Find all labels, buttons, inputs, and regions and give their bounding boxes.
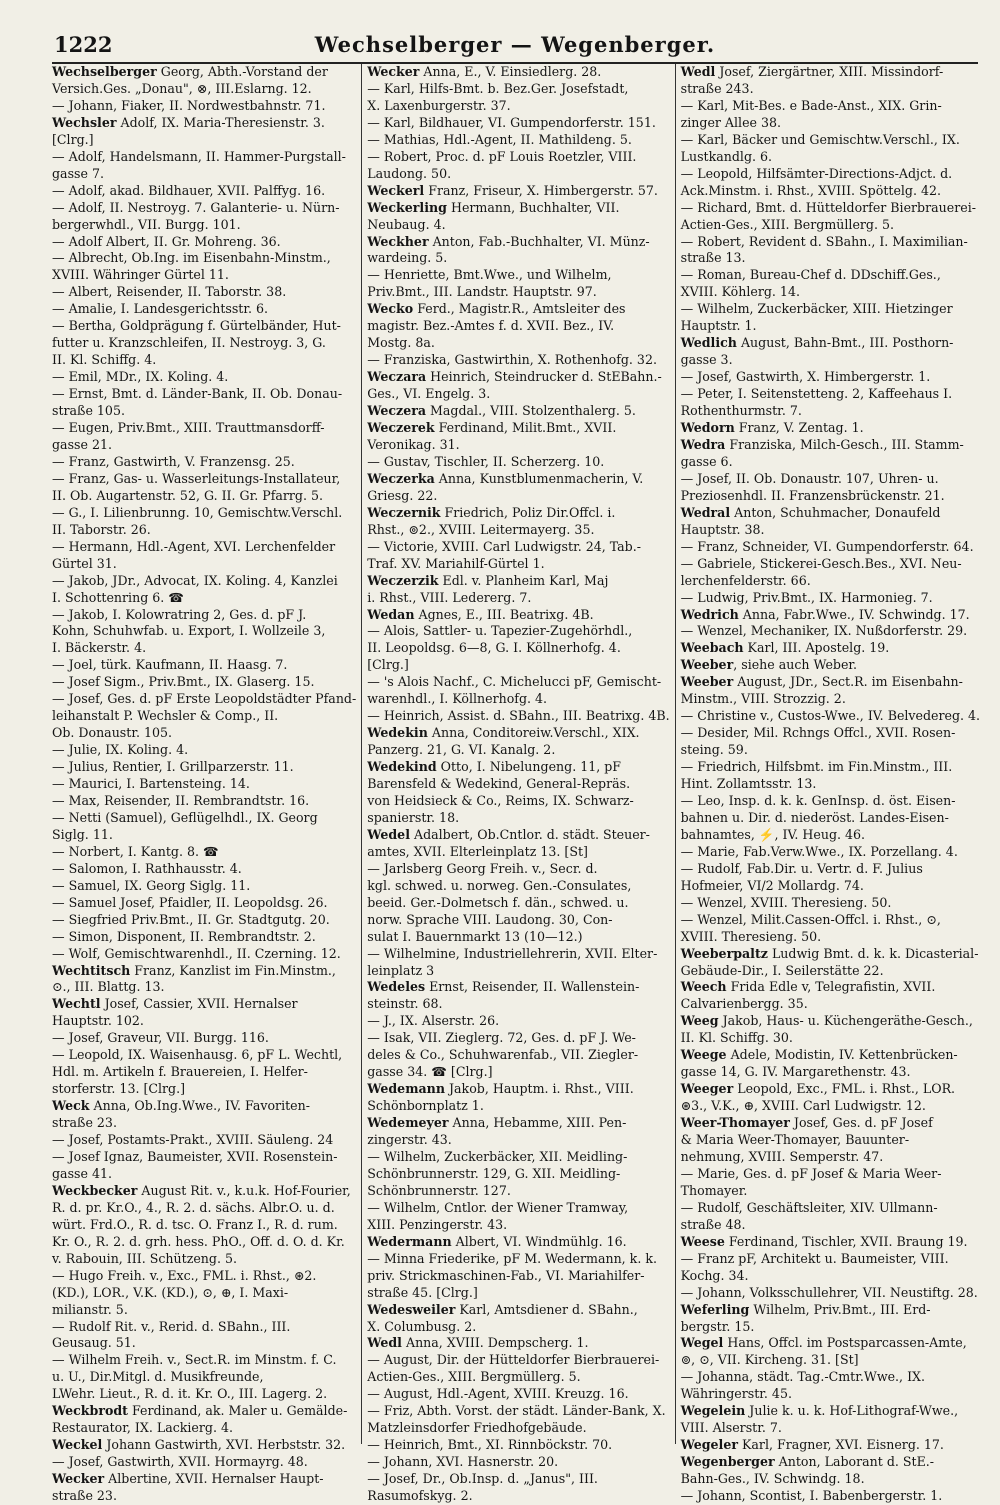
directory-entry-line: Calvarienbergg. 35. (680, 996, 808, 1012)
directory-entry-line: — Wenzel, XVIII. Theresieng. 50. (680, 894, 892, 910)
directory-entry-line: Wecker Albertine, XVII. Hernalser Haupt- (52, 1471, 324, 1487)
directory-entry-line: Wedel Adalbert, Ob.Cntlor. d. städt. Steuer- (367, 826, 650, 842)
directory-entry-line: würt. Frd.O., R. d. tsc. O. Franz I., R. d. rum. (52, 1216, 338, 1232)
directory-entry-line: X. Columbusg. 2. (367, 1318, 477, 1334)
directory-entry-line: — Karl, Bildhauer, VI. Gumpendorferstr. 151. (367, 114, 656, 130)
directory-entry-line: Laudong. 50. (367, 165, 452, 181)
directory-entry-line: kgl. schwed. u. norweg. Gen.-Consulates, (367, 877, 632, 893)
directory-entry-line: ⊚, ⊙, VII. Kircheng. 31. [St] (680, 1352, 859, 1368)
directory-entry-line: — Wilhelm Freih. v., Sect.R. im Minstm. f. C. (52, 1352, 337, 1368)
directory-entry-line: lerchenfelderstr. 66. (680, 572, 811, 588)
directory-entry-line: Wegel Hans, Offcl. im Postsparcassen-Amte, (680, 1335, 967, 1351)
directory-entry-line: XVIII. Theresieng. 50. (680, 928, 822, 944)
directory-entry-line: R. d. pr. Kr.O., 4., R. 2. d. sächs. Albr.O. u. d. (52, 1199, 335, 1215)
directory-entry-line: — Marie, Ges. d. pF Josef & Maria Weer- (680, 1165, 942, 1181)
directory-entry-line: — Emil, MDr., IX. Koling. 4. (52, 369, 229, 385)
directory-entry-line: straße 45. [Clrg.] (367, 1284, 478, 1300)
directory-entry-line: Wedan Agnes, E., III. Beatrixg. 4B. (367, 606, 594, 622)
directory-entry-line: — Samuel, IX. Georg Siglg. 11. (52, 877, 251, 893)
directory-entry-line: Versich.Ges. „Donau", ⊗, III.Eslarng. 12. (52, 80, 312, 96)
directory-entry-line: — Friedrich, Hilfsbmt. im Fin.Minstm., III. (680, 759, 953, 775)
directory-entry-line: — Peter, I. Seitenstetteng. 2, Kaffeehaus I. (680, 386, 953, 402)
directory-entry-line: — Johann, Scontist, I. Babenbergerstr. 1. (680, 1488, 943, 1504)
directory-entry-line: von Heidsieck & Co., Reims, IX. Schwarz- (367, 792, 634, 808)
page-title: Wechselberger — Wegenberger. (314, 32, 716, 57)
directory-entry-line: Hofmeier, VI/2 Mollardg. 74. (680, 877, 864, 893)
directory-entry-line: — Adolf Albert, II. Gr. Mohreng. 36. (52, 233, 281, 249)
directory-entry-line: sulat I. Bauernmarkt 13 (10—12.) (367, 928, 583, 944)
directory-entry-line: — Adolf, akad. Bildhauer, XVII. Palffyg. 16. (52, 182, 326, 198)
directory-entry-line: Traf. XV. Mariahilf-Gürtel 1. (367, 555, 545, 571)
directory-entry-line: Rothenthurmstr. 7. (680, 403, 802, 419)
directory-entry-line: Weeger Leopold, Exc., FML. i. Rhst., LOR. (680, 1081, 956, 1097)
directory-entry-line: — Josef, Postamts-Prakt., XVIII. Säuleng. 24 (52, 1132, 334, 1148)
directory-entry-line: Actien-Ges., XIII. Bergmüllerg. 5. (367, 1369, 581, 1385)
directory-entry-line: Matzleinsdorfer Friedhofgebäude. (367, 1420, 587, 1436)
directory-entry-line: Weeg Jakob, Haus- u. Küchengeräthe-Gesch., (680, 1013, 973, 1029)
directory-entry-line: zingerstr. 43. (367, 1132, 452, 1148)
directory-entry-line: Wedral Anton, Schuhmacher, Donaufeld (680, 504, 941, 520)
directory-entry-line: — Maurici, I. Bartensteing. 14. (52, 776, 250, 792)
directory-entry-line: II. Leopoldsg. 6—8, G. I. Köllnerhofg. 4. (367, 640, 621, 656)
directory-entry-line: Wedekin Anna, Conditoreiw.Verschl., XIX. (367, 725, 640, 741)
directory-entry-line: Hdl. m. Artikeln f. Brauereien, I. Helfer- (52, 1064, 308, 1080)
directory-entry-line: — Siegfried Priv.Bmt., II. Gr. Stadtgutg. 20. (52, 911, 330, 927)
directory-entry-line: Preziosenhdl. II. Franzensbrückenstr. 21. (680, 487, 945, 503)
directory-entry-line: gasse 14, G. IV. Margarethenstr. 43. (680, 1064, 911, 1080)
directory-entry-line: Griesg. 22. (367, 487, 438, 503)
directory-entry-line: Siglg. 11. (52, 826, 113, 842)
directory-entry-line: Hauptstr. 38. (680, 521, 765, 537)
directory-entry-line: Ack.Minstm. i. Rhst., XVIII. Spöttelg. 42. (680, 182, 942, 198)
directory-entry-line: Weese Ferdinand, Tischler, XVII. Braung 19. (680, 1233, 968, 1249)
directory-entry-line: — Amalie, I. Landesgerichtsstr. 6. (52, 301, 269, 317)
directory-entry-line: — Simon, Disponent, II. Rembrandtstr. 2. (52, 928, 316, 944)
directory-entry-line: XVIII. Köhlerg. 14. (680, 284, 800, 300)
directory-entry-line: [Clrg.] (367, 657, 409, 673)
directory-entry-line: Kohn, Schuhwfab. u. Export, I. Wollzeile 3, (52, 623, 326, 639)
directory-entry-line: gasse 6. (680, 453, 733, 469)
directory-entry-line: Schönbrunnerstr. 129, G. XII. Meidling- (367, 1165, 621, 1181)
directory-entry-line: Weege Adele, Modistin, IV. Kettenbrücken- (680, 1047, 958, 1063)
directory-entry-line: Wedrich Anna, Fabr.Wwe., IV. Schwindg. 17. (680, 606, 970, 622)
directory-entry-line: — Jarlsberg Georg Freih. v., Secr. d. (367, 860, 598, 876)
directory-entry-line: ⊛3., V.K., ⊕, XVIII. Carl Ludwigstr. 12. (680, 1098, 926, 1114)
directory-entry-line: leihanstalt P. Wechsler & Comp., II. (52, 708, 279, 724)
directory-entry-line: straße 23. (52, 1115, 117, 1131)
directory-entry-line: II. Ob. Augartenstr. 52, G. II. Gr. Pfarrg. 5. (52, 487, 324, 503)
column-1 (52, 64, 361, 1504)
directory-entry-line: Weczerka Anna, Kunstblumenmacherin, V. (367, 470, 644, 486)
directory-entry-line: — Franziska, Gastwirthin, X. Rothenhofg. 32. (367, 352, 657, 368)
directory-entry-line: — Christine v., Custos-Wwe., IV. Belvedereg. 4. (680, 708, 981, 724)
directory-entry-line: — Friz, Abth. Vorst. der städt. Länder-Bank, X. (367, 1403, 666, 1419)
directory-entry-line: — Heinrich, Bmt., XI. Rinnböckstr. 70. (367, 1437, 613, 1453)
directory-entry-line: — Franz pF, Architekt u. Baumeister, VIII. (680, 1250, 949, 1266)
directory-entry-line: I. Schottenring 6. ☎ (52, 589, 184, 605)
directory-entry-line: storferstr. 13. [Clrg.] (52, 1081, 186, 1097)
directory-entry-line: Gebäude-Dir., I. Seilerstätte 22. (680, 962, 884, 978)
directory-entry-line: — Karl, Hilfs-Bmt. b. Bez.Ger. Josefstadt, (367, 80, 629, 96)
directory-entry-line: X. Laxenburgerstr. 37. (367, 97, 511, 113)
directory-entry-line: — Heinrich, Assist. d. SBahn., III. Beatrixg. 4B. (367, 708, 670, 724)
directory-entry-line: gasse 7. (52, 165, 104, 181)
directory-entry-line: — Wilhelm, Cntlor. der Wiener Tramway, (367, 1199, 629, 1215)
directory-entry-line: bergerwhdl., VII. Burgg. 101. (52, 216, 241, 232)
directory-entry-line: beeid. Ger.-Dolmetsch f. dän., schwed. u. (367, 894, 629, 910)
directory-entry-line: [Clrg.] (52, 131, 94, 147)
directory-entry-line: — Adolf, II. Nestroyg. 7. Galanterie- u. Nürn- (52, 199, 340, 215)
directory-entry-line: Minstm., VIII. Strozzig. 2. (680, 691, 846, 707)
directory-entry-line: VIII. Alserstr. 7. (680, 1420, 782, 1436)
directory-entry-line: — Bertha, Goldprägung f. Gürtelbänder, Hut- (52, 318, 341, 334)
directory-entry-line: — Roman, Bureau-Chef d. DDschiff.Ges., (680, 267, 941, 283)
directory-entry-line: Schönbrunnerstr. 127. (367, 1182, 511, 1198)
directory-entry-line: Weczara Heinrich, Steindrucker d. StEBahn.- (367, 369, 662, 385)
directory-entry-line: Wedeles Ernst, Reisender, II. Wallenstein- (367, 979, 640, 995)
directory-entry-line: Hauptstr. 102. (52, 1013, 144, 1029)
column-2 (361, 64, 674, 1504)
directory-entry-line: — Josef, Graveur, VII. Burgg. 116. (52, 1030, 269, 1046)
directory-entry-line: steinstr. 68. (367, 996, 443, 1012)
directory-entry-line: Weckerling Hermann, Buchhalter, VII. (367, 199, 620, 215)
directory-entry-line: — Max, Reisender, II. Rembrandtstr. 16. (52, 792, 310, 808)
directory-entry-line: u. U., Dir.Mitgl. d. Musikfreunde, (52, 1369, 264, 1385)
directory-entry-line: bahnen u. Dir. d. niederöst. Landes-Eisen- (680, 809, 949, 825)
directory-entry-line: ⊙., III. Blattg. 13. (52, 979, 165, 995)
directory-entry-line: — Josef, II. Ob. Donaustr. 107, Uhren- u. (680, 470, 939, 486)
directory-entry-line: — Leo, Insp. d. k. k. GenInsp. d. öst. Eisen- (680, 792, 956, 808)
directory-entry-line: — Ernst, Bmt. d. Länder-Bank, II. Ob. Donau- (52, 386, 343, 402)
directory-entry-line: Kr. O., R. 2. d. grh. hess. PhO., Off. d. O. d. Kr. (52, 1233, 345, 1249)
directory-entry-line: LWehr. Lieut., R. d. it. Kr. O., III. Lagerg. 2. (52, 1386, 328, 1402)
directory-entry-line: — August, Hdl.-Agent, XVIII. Kreuzg. 16. (367, 1386, 629, 1402)
directory-entry-line: — Rudolf, Geschäftsleiter, XIV. Ullmann- (680, 1199, 938, 1215)
directory-entry-line: — Alois, Sattler- u. Tapezier-Zugehörhdl., (367, 623, 633, 639)
directory-entry-line: II. Taborstr. 26. (52, 521, 151, 537)
directory-entry-line: straße 23. (52, 1488, 117, 1504)
directory-entry-line: — 's Alois Nachf., C. Michelucci pF, Gemischt- (367, 674, 662, 690)
directory-entry-line: Wedorn Franz, V. Zentag. 1. (680, 420, 864, 436)
directory-entry-line: Wedl Josef, Ziergärtner, XIII. Missindorf- (680, 64, 944, 79)
directory-entry-line: Wecker Anna, E., V. Einsiedlerg. 28. (367, 64, 602, 79)
directory-entry-line: — Franz, Gastwirth, V. Franzensg. 25. (52, 453, 295, 469)
directory-entry-line: — Josef Sigm., Priv.Bmt., IX. Glaserg. 15. (52, 674, 315, 690)
directory-entry-line: straße 105. (52, 403, 125, 419)
directory-entry-line: — Minna Friederike, pF M. Wedermann, k. k. (367, 1250, 657, 1266)
directory-entry-line: I. Bäckerstr. 4. (52, 640, 147, 656)
directory-entry-line: — Josef, Dr., Ob.Insp. d. „Janus", III. (367, 1471, 598, 1487)
directory-entry-line: nehmung, XVIII. Semperstr. 47. (680, 1149, 884, 1164)
directory-entry-line: — Desider, Mil. Rchngs Offcl., XVII. Rosen- (680, 725, 956, 741)
directory-entry-line: — Hugo Freih. v., Exc., FML. i. Rhst., ⊛2. (52, 1267, 317, 1283)
directory-entry-line: Wechtl Josef, Cassier, XVII. Hernalser (52, 996, 298, 1012)
directory-entry-line: — G., I. Lilienbrunng. 10, Gemischtw.Verschl. (52, 504, 343, 520)
directory-entry-line: wardeing. 5. (367, 250, 448, 266)
directory-columns (52, 64, 984, 1504)
directory-entry-line: — Julius, Rentier, I. Grillparzerstr. 11. (52, 759, 294, 775)
directory-entry-line: (KD.), LOR., V.K. (KD.), ⊙, ⊕, I. Maxi- (52, 1284, 289, 1300)
directory-entry-line: Schönbornplatz 1. (367, 1098, 484, 1114)
directory-entry-line: II. Kl. Schiffg. 30. (680, 1030, 793, 1046)
directory-entry-line: futter u. Kranzschleifen, II. Nestroyg. 3, G. (52, 335, 326, 351)
directory-entry-line: Rasumofskyg. 2. (367, 1488, 473, 1504)
directory-entry-line: straße 13. (680, 250, 746, 266)
directory-entry-line: — Josef, Gastwirth, X. Himbergerstr. 1. (680, 369, 931, 385)
directory-entry-line: — Hermann, Hdl.-Agent, XVI. Lerchenfelder (52, 538, 336, 554)
directory-entry-line: Gürtel 31. (52, 555, 117, 571)
directory-entry-line: — Jakob, JDr., Advocat, IX. Koling. 4, Kanzlei (52, 572, 338, 588)
directory-entry-line: — Marie, Fab.Verw.Wwe., IX. Porzellang. 4. (680, 843, 958, 859)
directory-entry-line: II. Kl. Schiffg. 4. (52, 352, 157, 368)
directory-entry-line: Wedra Franziska, Milch-Gesch., III. Stamm- (680, 436, 964, 452)
directory-entry-line: Panzerg. 21, G. VI. Kanalg. 2. (367, 742, 556, 758)
directory-entry-line: — Julie, IX. Koling. 4. (52, 742, 189, 758)
directory-entry-line: Weckel Johann Gastwirth, XVI. Herbststr. 32. (52, 1437, 346, 1453)
directory-entry-line: — Eugen, Priv.Bmt., XIII. Trauttmansdorff- (52, 420, 325, 436)
directory-entry-line: Wedekind Otto, I. Nibelungeng. 11, pF (367, 759, 622, 775)
directory-entry-line: — Rudolf Rit. v., Rerid. d. SBahn., III. (52, 1318, 291, 1334)
directory-entry-line: — Leopold, IX. Waisenhausg. 6, pF L. Wechtl, (52, 1047, 343, 1063)
directory-entry-line: deles & Co., Schuhwarenfab., VII. Ziegler- (367, 1047, 639, 1063)
directory-entry-line: — Wilhelm, Zuckerbäcker, XII. Meidling- (367, 1149, 628, 1164)
directory-entry-line: & Maria Weer-Thomayer, Bauunter- (680, 1132, 910, 1148)
directory-entry-line: Wedemeyer Anna, Hebamme, XIII. Pen- (367, 1115, 627, 1131)
directory-entry-line: — Johanna, städt. Tag.-Cmtr.Wwe., IX. (680, 1369, 926, 1385)
directory-entry-line: Weeberpaltz Ludwig Bmt. d. k. k. Dicasterial- (680, 945, 979, 961)
directory-entry-line: Wedlich August, Bahn-Bmt., III. Posthorn- (680, 335, 954, 351)
directory-entry-line: — Gabriele, Stickerei-Gesch.Bes., XVI. Neu- (680, 555, 962, 571)
directory-entry-line: — Johann, Fiaker, II. Nordwestbahnstr. 71. (52, 97, 326, 113)
directory-entry-line: — Robert, Proc. d. pF Louis Roetzler, VIII. (367, 148, 637, 164)
directory-entry-line: — Ludwig, Priv.Bmt., IX. Harmonieg. 7. (680, 589, 933, 605)
directory-entry-line: Weebach Karl, III. Apostelg. 19. (680, 640, 890, 656)
directory-entry-line: — Rudolf, Fab.Dir. u. Vertr. d. F. Julius (680, 860, 923, 876)
directory-entry-line: Wegenberger Anton, Laborant d. StE.- (680, 1454, 935, 1470)
directory-entry-line: straße 48. (680, 1216, 746, 1232)
directory-entry-line: — Wolf, Gemischtwarenhdl., II. Czerning. 12. (52, 945, 341, 961)
directory-entry-line: Kochg. 34. (680, 1267, 749, 1283)
directory-entry-line: Veronikag. 31. (367, 436, 460, 452)
directory-entry-line: — Joel, türk. Kaufmann, II. Haasg. 7. (52, 657, 288, 673)
directory-entry-line: Ges., VI. Engelg. 3. (367, 386, 491, 402)
directory-entry-line: Priv.Bmt., III. Landstr. Hauptstr. 97. (367, 284, 597, 300)
directory-entry-line: warenhdl., I. Köllnerhofg. 4. (367, 691, 548, 707)
directory-entry-line: Weer-Thomayer Josef, Ges. d. pF Josef (680, 1115, 933, 1131)
directory-entry-line: Hint. Zollamtsstr. 13. (680, 776, 817, 792)
directory-entry-line: Wecko Ferd., Magistr.R., Amtsleiter des (367, 301, 626, 317)
directory-entry-line: — Johann, Volksschullehrer, VII. Neustiftg. 28. (680, 1284, 978, 1300)
directory-entry-line: — Norbert, I. Kantg. 8. ☎ (52, 843, 219, 859)
directory-entry-line: — Karl, Mit-Bes. e Bade-Anst., XIX. Grin- (680, 97, 942, 113)
directory-entry-line: Neubaug. 4. (367, 216, 446, 232)
directory-entry-line: gasse 21. (52, 436, 112, 452)
directory-entry-line: Ob. Donaustr. 105. (52, 725, 173, 741)
directory-entry-line: — J., IX. Alserstr. 26. (367, 1013, 500, 1029)
directory-entry-line: Actien-Ges., XIII. Bergmüllerg. 5. (680, 216, 895, 232)
directory-entry-line: Wedesweiler Karl, Amtsdiener d. SBahn., (367, 1301, 638, 1317)
directory-entry-line: Weeber August, JDr., Sect.R. im Eisenbahn- (680, 674, 963, 690)
directory-entry-line: — August, Dir. der Hütteldorfer Bierbrauerei- (367, 1352, 660, 1368)
directory-entry-line: Restaurator, IX. Lackierg. 4. (52, 1420, 233, 1436)
directory-entry-line: — Salomon, I. Rathhausstr. 4. (52, 860, 242, 876)
directory-entry-line: Weczera Magdal., VIII. Stolzenthalerg. 5. (367, 403, 636, 419)
directory-entry-line: gasse 41. (52, 1165, 112, 1181)
directory-entry-line: v. Rabouin, III. Schützeng. 5. (52, 1250, 237, 1266)
directory-entry-line: — Karl, Bäcker und Gemischtw.Verschl., IX. (680, 131, 960, 147)
directory-entry-line: magistr. Bez.-Amtes f. d. XVII. Bez., IV. (367, 318, 615, 334)
directory-entry-line: Weczerzik Edl. v. Planheim Karl, Maj (367, 572, 609, 588)
directory-entry-line: — Wenzel, Mechaniker, IX. Nußdorferstr. 29. (680, 623, 968, 639)
directory-entry-line: — Albert, Reisender, II. Taborstr. 38. (52, 284, 287, 300)
directory-entry-line: amtes, XVII. Elterleinplatz 13. [St] (367, 843, 588, 859)
directory-entry-line: Hauptstr. 1. (680, 318, 757, 334)
directory-entry-line: — Franz, Schneider, VI. Gumpendorferstr. 64. (680, 538, 974, 554)
directory-entry-line: Weczernik Friedrich, Poliz Dir.Offcl. i. (367, 504, 616, 520)
directory-entry-line: Währingerstr. 45. (680, 1386, 792, 1402)
directory-entry-line: — Wilhelmine, Industriellehrerin, XVII. Elter- (367, 945, 658, 961)
directory-entry-line: Wechtitsch Franz, Kanzlist im Fin.Minstm., (52, 962, 336, 978)
directory-entry-line: Wechselberger Georg, Abth.-Vorstand der (52, 64, 328, 79)
directory-entry-line: gasse 34. ☎ [Clrg.] (367, 1064, 493, 1080)
directory-entry-line: zinger Allee 38. (680, 114, 782, 130)
directory-entry-line: Weckher Anton, Fab.-Buchhalter, VI. Münz- (367, 233, 650, 249)
directory-entry-line: — Johann, XVI. Hasnerstr. 20. (367, 1454, 559, 1470)
directory-entry-line: Weczerek Ferdinand, Milit.Bmt., XVII. (367, 420, 617, 436)
directory-entry-line: Wedemann Jakob, Hauptm. i. Rhst., VIII. (367, 1081, 634, 1097)
directory-entry-line: — Isak, VII. Zieglerg. 72, Ges. d. pF J. We- (367, 1030, 636, 1046)
directory-entry-line: XIII. Penzingerstr. 43. (367, 1216, 508, 1232)
directory-entry-line: leinplatz 3 (367, 962, 435, 978)
directory-entry-line: — Franz, Gas- u. Wasserleitungs-Installateur, (52, 470, 341, 486)
directory-entry-line: Weckbrodt Ferdinand, ak. Maler u. Gemälde- (52, 1403, 348, 1419)
directory-entry-line: Geusaug. 51. (52, 1335, 136, 1351)
directory-entry-line: Weech Frida Edle v, Telegrafistin, XVII. (680, 979, 936, 995)
directory-entry-line: bahnamtes, ⚡, IV. Heug. 46. (680, 826, 866, 842)
directory-entry-line: — Josef, Ges. d. pF Erste Leopoldstädter Pfand- (52, 691, 357, 707)
directory-entry-line: priv. Strickmaschinen-Fab., VI. Mariahilfer- (367, 1267, 645, 1283)
directory-entry-line: — Albrecht, Ob.Ing. im Eisenbahn-Minstm., (52, 250, 331, 266)
directory-entry-line: — Mathias, Hdl.-Agent, II. Mathildeng. 5. (367, 131, 632, 147)
directory-entry-line: Wedermann Albert, VI. Windmühlg. 16. (367, 1233, 627, 1249)
directory-entry-line: — Josef, Gastwirth, XVII. Hormayrg. 48. (52, 1454, 308, 1470)
directory-entry-line: norw. Sprache VIII. Laudong. 30, Con- (367, 911, 613, 927)
directory-entry-line: — Josef Ignaz, Baumeister, XVII. Rosenstein- (52, 1149, 338, 1164)
directory-entry-line: straße 243. (680, 80, 754, 96)
directory-entry-line: Wegelein Julie k. u. k. Hof-Lithograf-Wwe., (680, 1403, 959, 1419)
directory-entry-line: — Samuel Josef, Pfaidler, II. Leopoldsg. 26. (52, 894, 328, 910)
directory-entry-line: Weck Anna, Ob.Ing.Wwe., IV. Favoriten- (52, 1098, 310, 1114)
directory-entry-line: Weckbecker August Rit. v., k.u.k. Hof-Fourier, (52, 1182, 351, 1198)
directory-entry-line: i. Rhst., VIII. Ledererg. 7. (367, 589, 532, 605)
directory-entry-line: — Wilhelm, Zuckerbäcker, XIII. Hietzinger (680, 301, 953, 317)
page-number: 1222 (54, 32, 113, 57)
directory-entry-line: bergstr. 15. (680, 1318, 755, 1334)
directory-entry-line: Wechsler Adolf, IX. Maria-Theresienstr. 3. (52, 114, 325, 130)
directory-entry-line: — Adolf, Handelsmann, II. Hammer-Purgstall- (52, 148, 346, 164)
directory-entry-line: gasse 3. (680, 352, 733, 368)
directory-entry-line: Thomayer. (680, 1182, 748, 1198)
directory-entry-line: — Victorie, XVIII. Carl Ludwigstr. 24, Tab.- (367, 538, 641, 554)
directory-entry-line: Weckerl Franz, Friseur, X. Himbergerstr. 57. (367, 182, 658, 198)
directory-entry-line: Weferling Wilhelm, Priv.Bmt., III. Erd- (680, 1301, 931, 1317)
directory-entry-line: — Richard, Bmt. d. Hütteldorfer Bierbrauerei- (680, 199, 976, 215)
directory-entry-line: — Netti (Samuel), Geflügelhdl., IX. Georg (52, 809, 318, 825)
directory-entry-line: XVIII. Währinger Gürtel 11. (52, 267, 229, 283)
column-3 (675, 64, 985, 1504)
directory-entry-line: Lustkandlg. 6. (680, 148, 773, 164)
directory-entry-line: — Robert, Revident d. SBahn., I. Maximilian- (680, 233, 968, 249)
directory-entry-line: milianstr. 5. (52, 1301, 128, 1317)
page-header (52, 26, 978, 64)
directory-entry-line: — Jakob, I. Kolowratring 2, Ges. d. pF J. (52, 606, 307, 622)
directory-entry-line: Rhst., ⊚2., XVIII. Leitermayerg. 35. (367, 521, 595, 537)
directory-entry-line: Barensfeld & Wedekind, General-Repräs. (367, 776, 631, 792)
directory-entry-line: Wegeler Karl, Fragner, XVI. Eisnerg. 17. (680, 1437, 944, 1453)
directory-entry-line: — Leopold, Hilfsämter-Directions-Adjct. d. (680, 165, 953, 181)
directory-entry-line: Bahn-Ges., IV. Schwindg. 18. (680, 1471, 865, 1487)
directory-entry-line: — Henriette, Bmt.Wwe., und Wilhelm, (367, 267, 612, 283)
directory-entry-line: spanierstr. 18. (367, 809, 460, 825)
directory-entry-line: — Gustav, Tischler, II. Scherzerg. 10. (367, 453, 605, 469)
directory-entry-line: steing. 59. (680, 742, 748, 758)
directory-entry-line: — Wenzel, Milit.Cassen-Offcl. i. Rhst., ⊙, (680, 911, 941, 927)
directory-entry-line: Weeber, siehe auch Weber. (680, 657, 858, 673)
directory-entry-line: Mostg. 8a. (367, 335, 435, 351)
directory-entry-line: Wedl Anna, XVIII. Dempscherg. 1. (367, 1335, 589, 1351)
